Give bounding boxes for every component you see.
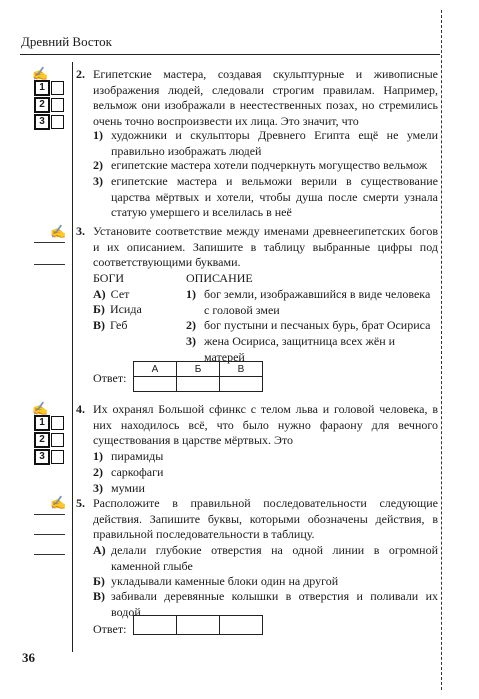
god-name: Исида <box>109 302 142 316</box>
q4-answer-boxes <box>34 415 64 466</box>
box-number: 1 <box>34 415 50 431</box>
option-letter: А) <box>93 543 106 557</box>
box-number: 1 <box>34 80 50 96</box>
pencil-icon: ✍ <box>50 224 67 239</box>
answer-line[interactable] <box>34 514 65 515</box>
answer-line[interactable] <box>34 264 65 265</box>
answer-cell[interactable] <box>177 377 220 392</box>
question-number: 4. <box>76 402 85 416</box>
option <box>93 465 438 481</box>
answer-letter: В <box>220 362 263 377</box>
option-text: забивали деревянные колышки в отверстия и поливали их водой <box>111 589 438 619</box>
answer-checkbox[interactable] <box>51 81 64 95</box>
answer-label: Ответ: <box>93 371 127 385</box>
question-number: 5. <box>76 496 85 510</box>
option-number: 1) <box>93 449 103 463</box>
description-number: 3) <box>186 334 196 348</box>
question-text: Египетские мастера, создавая скульптурные и живописные изображения людей, следовали строгим правилам. Например, вельмож они изображали в неестественных позах, но стремились очень точно воспроизвести их лица. Это значит, что <box>93 67 438 128</box>
header-rule <box>20 54 440 55</box>
running-header: Древний Восток <box>21 34 112 49</box>
answer-checkbox[interactable] <box>51 115 64 129</box>
question-text: Расположите в правильной последовательности следующие действия. Запишите буквы, которыми обозначены действия, в правильной последовательности в таблицу. <box>93 496 438 541</box>
option-number: 2) <box>93 465 103 479</box>
option-number: 2) <box>93 158 103 172</box>
option <box>93 158 438 174</box>
q2-answer-boxes <box>34 80 64 131</box>
option-text: мумии <box>111 481 145 495</box>
description-text: бог земли, изображавшийся в виде человека с головой змеи <box>204 287 431 317</box>
answer-cell[interactable] <box>220 616 263 635</box>
answer-cell[interactable] <box>177 616 220 635</box>
answer-letter: А <box>134 362 177 377</box>
description-number: 2) <box>186 318 196 332</box>
description-number: 1) <box>186 287 196 301</box>
answer-cell[interactable] <box>134 377 177 392</box>
pencil-icon: ✍ <box>50 495 67 510</box>
pencil-icon: ✍ <box>32 401 49 416</box>
answer-checkbox[interactable] <box>51 98 64 112</box>
description-item <box>186 318 438 334</box>
description-text: жена Осириса, защитница всех жён и матерей <box>204 334 396 364</box>
answer-checkbox[interactable] <box>51 450 64 464</box>
description-item <box>186 287 438 318</box>
god-item <box>93 287 129 302</box>
cut-line <box>441 10 442 690</box>
option-number: 3) <box>93 481 103 495</box>
option <box>93 449 438 465</box>
description-text: бог пустыни и песчаных бурь, брат Осириса <box>204 318 431 332</box>
answer-table <box>133 361 263 392</box>
option-letter: В) <box>93 589 105 603</box>
answer-cell[interactable] <box>134 616 177 635</box>
answer-table <box>133 615 263 635</box>
option-text: египетские мастера хотели подчеркнуть могущество вельмож <box>111 158 428 172</box>
option-text: египетские мастера и вельможи верили в существование царства мёртвых и хотели, чтобы душа после смерти узнала статую умершего и вселилась в неё <box>111 174 438 219</box>
option <box>93 174 438 221</box>
answer-cell[interactable] <box>220 377 263 392</box>
page-number: 36 <box>22 650 35 665</box>
option-text: делали глубокие отверстия на одной линии в огромной каменной глыбе <box>111 543 438 573</box>
god-letter: А) <box>93 287 106 301</box>
option-text: саркофаги <box>111 465 164 479</box>
answer-checkbox[interactable] <box>51 433 64 447</box>
box-number: 2 <box>34 97 50 113</box>
god-item <box>93 302 142 317</box>
answer-label: Ответ: <box>93 622 127 636</box>
box-number: 3 <box>34 449 50 465</box>
answer-checkbox[interactable] <box>51 416 64 430</box>
option-number: 3) <box>93 174 103 188</box>
pencil-icon: ✍ <box>32 66 49 81</box>
god-letter: Б) <box>93 302 105 316</box>
question-text: Их охранял Большой сфинкс с телом льва и головой человека, в них находилось всё, что было нужно фараону для вечного существования в царстве мёртвых. Это <box>93 402 438 447</box>
option <box>93 574 438 590</box>
question-number: 2. <box>76 67 85 81</box>
gods-heading: БОГИ <box>93 271 125 285</box>
option <box>93 128 438 159</box>
margin-rule <box>72 62 73 652</box>
question-text: Установите соответствие между именами древнеегипетских богов и их описанием. Запишите в таблицу выбранные цифры под соответствующими буквами. <box>93 224 438 269</box>
god-name: Геб <box>110 318 128 332</box>
answer-line[interactable] <box>34 534 65 535</box>
god-item <box>93 318 127 333</box>
option-letter: Б) <box>93 574 105 588</box>
option-text: пирамиды <box>111 449 164 463</box>
description-heading: ОПИСАНИЕ <box>186 271 253 285</box>
option-number: 1) <box>93 128 103 142</box>
box-number: 3 <box>34 114 50 130</box>
answer-line[interactable] <box>34 242 65 243</box>
option-text: художники и скульпторы Древнего Египта ещё не умели правильно изображать людей <box>111 128 438 158</box>
answer-line[interactable] <box>34 554 65 555</box>
option <box>93 543 438 574</box>
box-number: 2 <box>34 432 50 448</box>
god-letter: В) <box>93 318 105 332</box>
god-name: Сет <box>110 287 130 301</box>
answer-letter: Б <box>177 362 220 377</box>
option-text: укладывали каменные блоки один на другой <box>111 574 339 588</box>
option <box>93 481 438 497</box>
question-number: 3. <box>76 224 85 238</box>
